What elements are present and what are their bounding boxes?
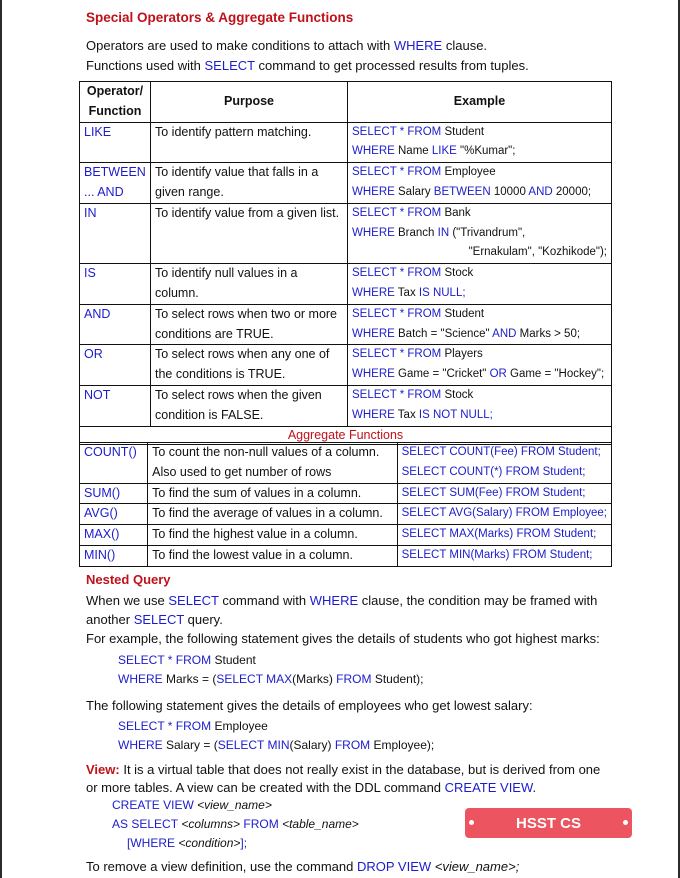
- example-cell: SELECT AVG(Salary) FROM Employee;: [397, 504, 611, 525]
- table-row: [80, 264, 612, 305]
- operator-cell: AND: [80, 304, 151, 345]
- function-cell: MAX(): [80, 525, 148, 546]
- table-row: [80, 122, 612, 163]
- purpose-cell: To identify value that falls in a given range.: [151, 163, 348, 204]
- purpose-cell: To identify null values in a column.: [151, 264, 348, 305]
- example-cell: SELECT * FROM Stock WHERE Tax IS NULL;: [348, 264, 612, 305]
- function-cell: AVG(): [80, 504, 148, 525]
- table-row: [80, 304, 612, 345]
- example-cell: SELECT MAX(Marks) FROM Student;: [397, 525, 611, 546]
- badge-left-dot: [469, 820, 474, 825]
- operators-table: [79, 81, 612, 445]
- create-view-line-3: [WHERE <condition>];: [127, 836, 248, 850]
- purpose-cell: To identify value from a given list.: [151, 203, 348, 263]
- function-cell: MIN(): [80, 545, 148, 566]
- example-cell: SELECT MIN(Marks) FROM Student;: [397, 545, 611, 566]
- aggregate-table: [79, 442, 612, 567]
- purpose-cell: To select rows when two or more conditions are TRUE.: [151, 304, 348, 345]
- table-row: [80, 525, 612, 546]
- table-row: [80, 385, 612, 426]
- purpose-cell: To find the sum of values in a column.: [148, 483, 398, 504]
- query-1-line-2: WHERE Marks = (SELECT MAX(Marks) FROM Student);: [118, 672, 424, 686]
- query-1-line-1: SELECT * FROM Student: [118, 653, 256, 667]
- operator-cell: OR: [80, 345, 151, 386]
- table-row: [80, 443, 612, 484]
- purpose-cell: To count the non-null values of a column. Also used to get number of rows: [148, 443, 398, 484]
- section-heading: Special Operators & Aggregate Functions: [86, 10, 354, 25]
- example-cell: SELECT COUNT(Fee) FROM Student; SELECT COUNT(*) FROM Student;: [397, 443, 611, 484]
- function-cell: SUM(): [80, 483, 148, 504]
- table-row: [80, 483, 612, 504]
- example-cell: SELECT * FROM Student WHERE Batch = "Science" AND Marks > 50;: [348, 304, 612, 345]
- purpose-cell: To identify pattern matching.: [151, 122, 348, 163]
- example-cell: SELECT * FROM Employee WHERE Salary BETWEEN 10000 AND 20000;: [348, 163, 612, 204]
- purpose-cell: To find the highest value in a column.: [148, 525, 398, 546]
- intro-line-2: Functions used with SELECT command to get processed results from tuples.: [86, 58, 529, 73]
- view-paragraph-line-1: View: It is a virtual table that does not really exist in the database, but is derived from one: [86, 762, 601, 777]
- nested-example-intro: For example, the following statement gives the details of students who got highest marks:: [86, 631, 600, 646]
- header-purpose: Purpose: [151, 82, 348, 123]
- purpose-cell: To find the average of values in a column.: [148, 504, 398, 525]
- table-header-row: [80, 82, 612, 123]
- purpose-cell: To select rows when any one of the conditions is TRUE.: [151, 345, 348, 386]
- nested-paragraph-line-2: another SELECT query.: [86, 612, 223, 627]
- header-operator: Operator/ Function: [80, 82, 151, 123]
- example-cell: SELECT SUM(Fee) FROM Student;: [397, 483, 611, 504]
- example-cell: SELECT * FROM Bank WHERE Branch IN ("Trivandrum", "Ernakulam", "Kozhikode");: [348, 203, 612, 263]
- function-cell: COUNT(): [80, 443, 148, 484]
- drop-view-line: To remove a view definition, use the command DROP VIEW <view_name>;: [86, 859, 520, 874]
- operator-cell: IS: [80, 264, 151, 305]
- operator-cell: BETWEEN ... AND: [80, 163, 151, 204]
- create-view-line-2: AS SELECT <columns> FROM <table_name>: [112, 817, 359, 831]
- purpose-cell: To find the lowest value in a column.: [148, 545, 398, 566]
- nested-example-intro-2: The following statement gives the details of employees who get lowest salary:: [86, 698, 533, 713]
- query-2-line-2: WHERE Salary = (SELECT MIN(Salary) FROM Employee);: [118, 738, 435, 752]
- operator-cell: IN: [80, 203, 151, 263]
- view-paragraph-line-2: or more tables. A view can be created with the DDL command CREATE VIEW.: [86, 780, 537, 795]
- example-cell: SELECT * FROM Stock WHERE Tax IS NOT NULL;: [348, 385, 612, 426]
- page-left-border: [0, 0, 2, 878]
- header-example: Example: [348, 82, 612, 123]
- nested-query-heading: Nested Query: [86, 572, 171, 587]
- operator-cell: NOT: [80, 385, 151, 426]
- example-cell: SELECT * FROM Players WHERE Game = "Cricket" OR Game = "Hockey";: [348, 345, 612, 386]
- example-cell: SELECT * FROM Student WHERE Name LIKE "%Kumar";: [348, 122, 612, 163]
- hsst-cs-badge: [465, 808, 632, 838]
- table-row: [80, 203, 612, 263]
- nested-paragraph-line-1: When we use SELECT command with WHERE clause, the condition may be framed with: [86, 593, 598, 608]
- purpose-cell: To select rows when the given condition is FALSE.: [151, 385, 348, 426]
- table-row: [80, 545, 612, 566]
- badge-label: HSST CS: [515, 814, 581, 832]
- create-view-line-1: CREATE VIEW <view_name>: [112, 798, 272, 812]
- badge-right-dot: [623, 820, 628, 825]
- aggregate-functions-title: Aggregate Functions: [80, 426, 612, 444]
- table-row: [80, 163, 612, 204]
- table-row: [80, 504, 612, 525]
- query-2-line-1: SELECT * FROM Employee: [118, 719, 268, 733]
- operator-cell: LIKE: [80, 122, 151, 163]
- table-row: [80, 345, 612, 386]
- intro-line-1: Operators are used to make conditions to attach with WHERE clause.: [86, 38, 488, 53]
